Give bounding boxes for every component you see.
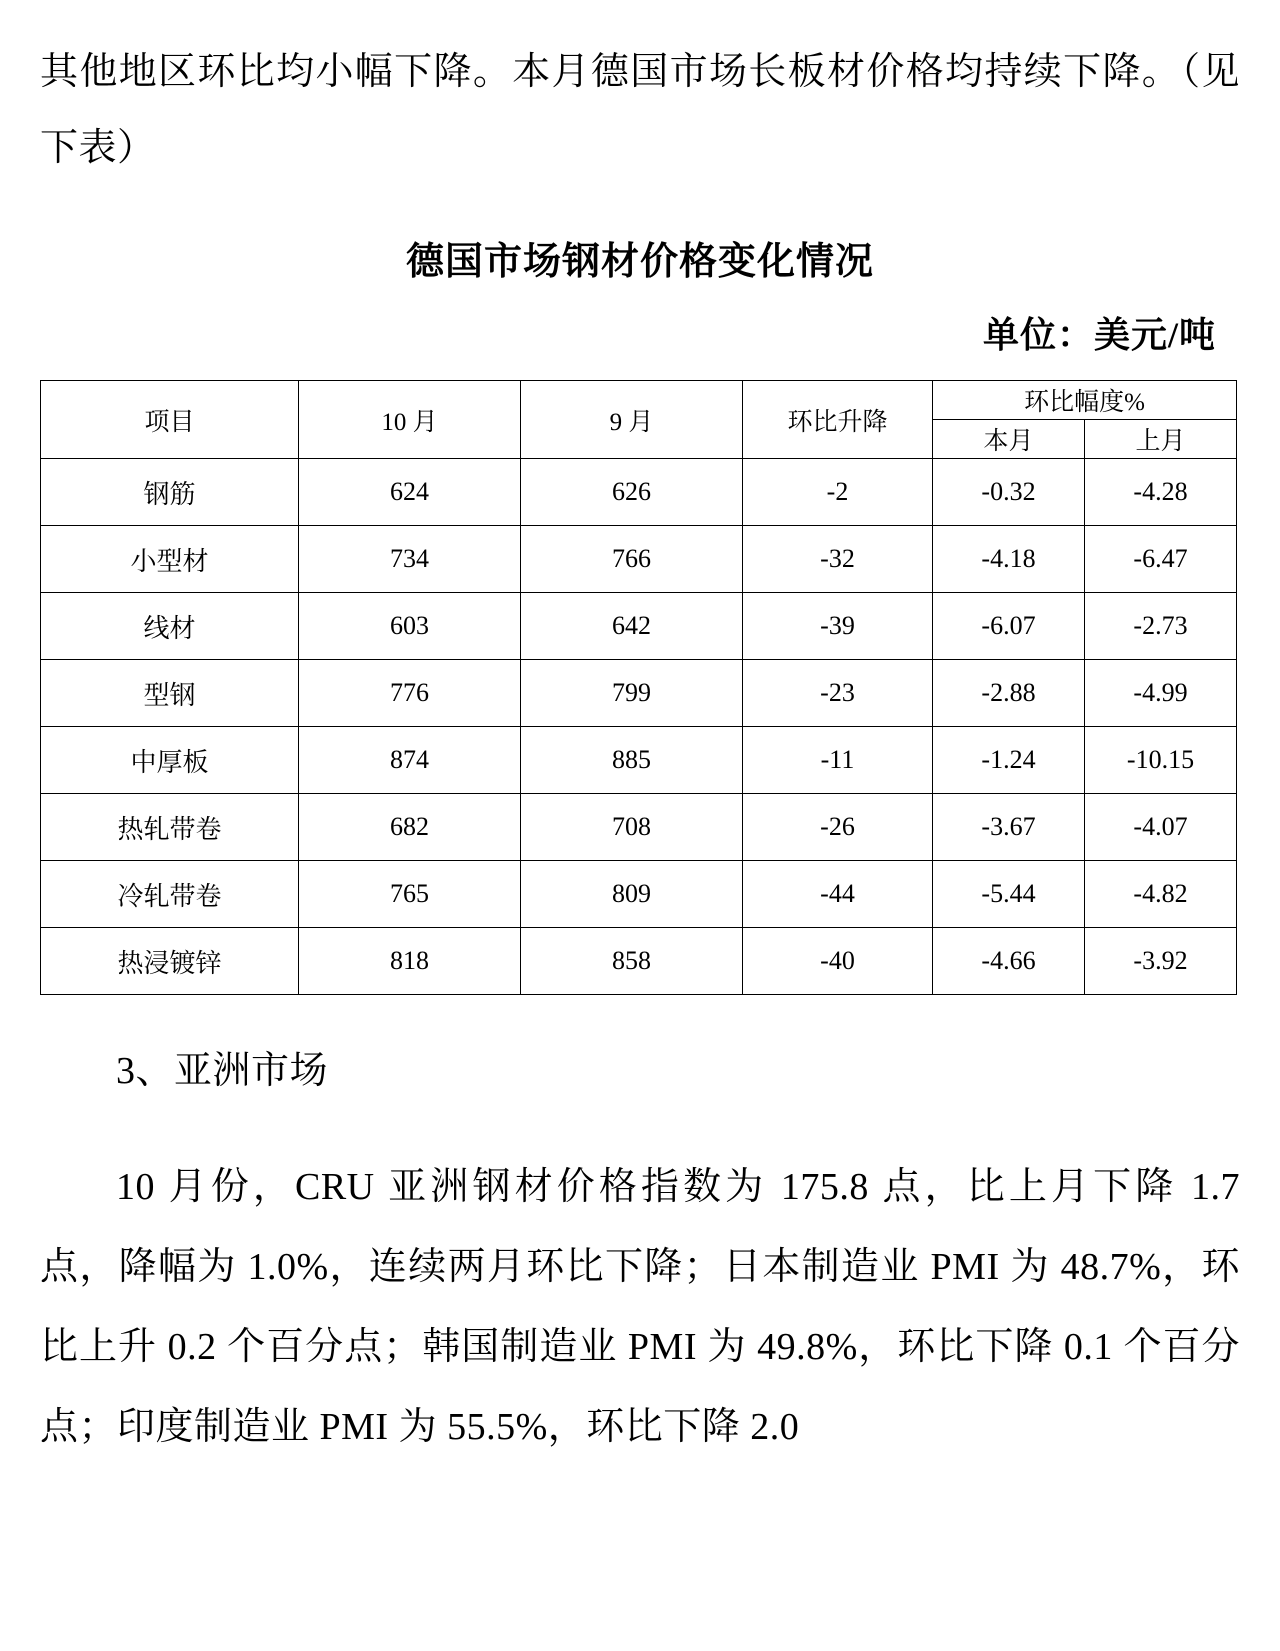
cell-rate-current: -4.66 — [933, 928, 1085, 995]
lead-paragraph: 其他地区环比均小幅下降。本月德国市场长板材价格均持续下降。（见下表） — [40, 51, 1240, 169]
cell-rate-current: -4.18 — [933, 526, 1085, 593]
header-previous-month: 上月 — [1085, 420, 1237, 459]
cell-item: 型钢 — [41, 660, 299, 727]
cell-oct: 624 — [299, 459, 521, 526]
cell-oct: 776 — [299, 660, 521, 727]
cell-item: 线材 — [41, 593, 299, 660]
header-group-rate: 环比幅度% — [933, 381, 1237, 420]
header-change: 环比升降 — [743, 381, 933, 459]
cell-rate-current: -1.24 — [933, 727, 1085, 794]
table-row — [41, 861, 1237, 928]
table-row — [41, 660, 1237, 727]
header-item: 项目 — [41, 381, 299, 459]
cell-rate-previous: -10.15 — [1085, 727, 1237, 794]
cell-rate-previous: -4.07 — [1085, 794, 1237, 861]
table-row — [41, 928, 1237, 995]
cell-oct: 734 — [299, 526, 521, 593]
table-header-row-1 — [41, 381, 1237, 420]
cell-rate-previous: -2.73 — [1085, 593, 1237, 660]
header-sep: 9 月 — [521, 381, 743, 459]
cell-rate-current: -0.32 — [933, 459, 1085, 526]
header-current-month: 本月 — [933, 420, 1085, 459]
cell-item: 钢筋 — [41, 459, 299, 526]
steel-price-table — [40, 380, 1237, 995]
cell-item: 中厚板 — [41, 727, 299, 794]
cell-change: -2 — [743, 459, 933, 526]
asia-market-paragraph: 10 月份，CRU 亚洲钢材价格指数为 175.8 点，比上月下降 1.7 点，降幅为 1.0%，连续两月环比下降；日本制造业 PMI 为 48.7%，环比上升 0.2 个百分点；韩国制造业 PMI 为 49.8%，环比下降 0.1 个百分点；印度制造业 PMI 为 55.5%，环比下降 2.0 — [40, 1166, 1240, 1448]
cell-oct: 682 — [299, 794, 521, 861]
cell-sep: 885 — [521, 727, 743, 794]
cell-rate-current: -5.44 — [933, 861, 1085, 928]
cell-item: 小型材 — [41, 526, 299, 593]
cell-change: -44 — [743, 861, 933, 928]
table-title: 德国市场钢材价格变化情况 — [405, 241, 874, 283]
cell-sep: 766 — [521, 526, 743, 593]
cell-item: 冷轧带卷 — [41, 861, 299, 928]
table-row — [41, 459, 1237, 526]
cell-sep: 708 — [521, 794, 743, 861]
cell-rate-previous: -3.92 — [1085, 928, 1237, 995]
cell-oct: 603 — [299, 593, 521, 660]
cell-change: -39 — [743, 593, 933, 660]
cell-item: 热轧带卷 — [41, 794, 299, 861]
cell-change: -23 — [743, 660, 933, 727]
table-row — [41, 727, 1237, 794]
cell-change: -40 — [743, 928, 933, 995]
cell-rate-previous: -4.28 — [1085, 459, 1237, 526]
cell-oct: 874 — [299, 727, 521, 794]
cell-rate-previous: -4.82 — [1085, 861, 1237, 928]
cell-rate-current: -6.07 — [933, 593, 1085, 660]
cell-rate-current: -2.88 — [933, 660, 1085, 727]
cell-sep: 858 — [521, 928, 743, 995]
cell-sep: 799 — [521, 660, 743, 727]
cell-change: -11 — [743, 727, 933, 794]
cell-oct: 765 — [299, 861, 521, 928]
cell-sep: 809 — [521, 861, 743, 928]
cell-rate-previous: -6.47 — [1085, 526, 1237, 593]
unit-label: 单位：美元/吨 — [982, 315, 1216, 355]
header-oct: 10 月 — [299, 381, 521, 459]
cell-oct: 818 — [299, 928, 521, 995]
cell-sep: 642 — [521, 593, 743, 660]
table-row — [41, 526, 1237, 593]
cell-rate-current: -3.67 — [933, 794, 1085, 861]
document-page — [0, 34, 1280, 1651]
cell-change: -32 — [743, 526, 933, 593]
cell-sep: 626 — [521, 459, 743, 526]
table-row — [41, 593, 1237, 660]
cell-item: 热浸镀锌 — [41, 928, 299, 995]
cell-rate-previous: -4.99 — [1085, 660, 1237, 727]
section-heading: 3、亚洲市场 — [116, 1050, 329, 1092]
table-row — [41, 794, 1237, 861]
cell-change: -26 — [743, 794, 933, 861]
